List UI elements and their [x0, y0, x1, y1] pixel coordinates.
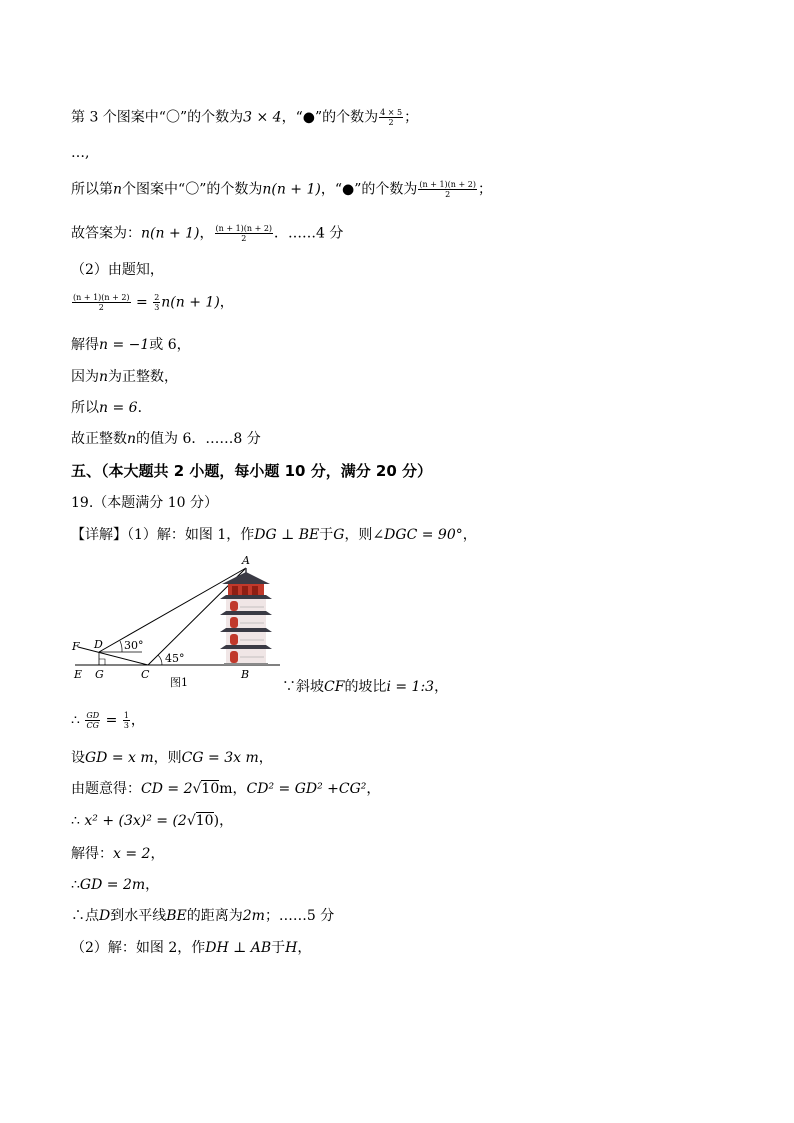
math: 2m [242, 908, 265, 924]
math: n(n + 1) [161, 294, 220, 311]
numerator: (n + 1)(n + 2) [73, 293, 130, 302]
text: 于 [319, 527, 334, 543]
label-a: A [242, 554, 250, 567]
text: ， [462, 527, 477, 543]
label-angle-45: 45° [165, 652, 185, 665]
text: 19.（本题满分 10 分） [71, 495, 218, 511]
math: CG = 3x m [181, 750, 259, 766]
text-line [71, 749, 273, 767]
sqrt-radicand: 10 [195, 813, 214, 829]
math: DG ⊥ BE [254, 527, 320, 543]
label-b: B [241, 668, 250, 681]
math: n [113, 181, 123, 198]
text: ．……4 分 [274, 225, 344, 242]
text: 所以第 [71, 181, 113, 198]
fraction [379, 108, 403, 127]
sqrt-radicand: 10 [201, 781, 220, 797]
text: ， [232, 781, 247, 797]
fraction [72, 293, 131, 312]
denominator: 2 [98, 303, 104, 312]
fraction [153, 293, 160, 312]
math: ∠DGC = 90° [372, 527, 463, 543]
numerator: GD [86, 711, 100, 720]
text-line [71, 368, 178, 386]
math: GD = x m [85, 750, 154, 766]
text: m [219, 781, 233, 797]
text: ∴ [71, 877, 80, 893]
text: 解得 [71, 337, 99, 353]
text: ． [137, 400, 152, 416]
text-line [71, 399, 152, 417]
label-e: E [74, 668, 83, 681]
math: x² + (3x)² = (2 [84, 813, 187, 829]
text: ) [213, 813, 220, 829]
text-line [71, 845, 164, 863]
math: n [127, 431, 137, 447]
text: ；……5 分 [264, 908, 335, 924]
text-line [71, 261, 164, 279]
numerator: 2 [154, 293, 160, 302]
text: ， [219, 294, 234, 311]
math: H [285, 940, 298, 956]
text: ， [366, 781, 381, 797]
angle-arc-30 [120, 641, 122, 652]
text: ， [130, 712, 145, 729]
numerator: 4 × 5 [380, 108, 403, 117]
text: ∵斜坡 [282, 679, 324, 695]
text: 由题意得： [71, 781, 141, 797]
text-line [71, 180, 492, 199]
text: = [131, 294, 153, 311]
denominator: 2 [388, 118, 394, 127]
text: 或 6， [149, 337, 191, 353]
denominator: 3 [154, 303, 160, 312]
math: n = 6 [99, 400, 138, 416]
text: ， [297, 940, 312, 956]
text-line [71, 224, 343, 243]
text-line [71, 907, 334, 925]
text: ∴点 [71, 908, 99, 924]
text: 设 [71, 750, 85, 766]
text: 为正整数， [108, 369, 179, 385]
math: D [99, 908, 111, 924]
text: 所以 [71, 400, 99, 416]
text-line [71, 939, 311, 957]
text: …, [71, 145, 90, 161]
question-heading [71, 494, 218, 512]
figure-1 [70, 550, 285, 690]
text: ∴ [71, 712, 85, 729]
math: GD = 2m [79, 877, 146, 893]
da-line [99, 568, 246, 652]
denominator: CG [86, 721, 100, 730]
text-line [71, 876, 159, 894]
text: 的值为 6．……8 分 [136, 431, 261, 447]
label-c: C [141, 668, 150, 681]
sqrt-sign: √ [192, 781, 202, 797]
label-d: D [94, 638, 103, 651]
math: n = −1 [99, 337, 150, 353]
text: ； [477, 181, 492, 198]
text: 到水平线 [110, 908, 167, 924]
text-line [71, 336, 191, 354]
text: 个图案中“〇”的个数为 [122, 181, 263, 198]
pagoda-icon [220, 568, 272, 665]
label-angle-30: 30° [124, 639, 144, 652]
text-line [71, 430, 261, 448]
denominator: 2 [445, 190, 451, 199]
text: 解得： [71, 846, 113, 862]
text: ∴ [71, 813, 85, 829]
text: 故正整数 [71, 431, 127, 447]
text: ， [150, 846, 165, 862]
text: 于 [271, 940, 286, 956]
denominator: 3 [123, 721, 129, 730]
text: ， [258, 750, 273, 766]
text: ，则 [153, 750, 182, 766]
text-line [71, 812, 233, 830]
math: G [333, 527, 345, 543]
figure-caption: 图1 [170, 676, 188, 689]
sqrt-sign: √ [186, 813, 196, 829]
denominator: 2 [241, 234, 247, 243]
text: 故答案为： [71, 225, 141, 242]
math: DH ⊥ AB [205, 940, 272, 956]
text: 的距离为 [186, 908, 243, 924]
text-line [71, 293, 234, 312]
text-line [282, 678, 448, 696]
math: BE [166, 908, 187, 924]
text: ， [219, 813, 234, 829]
math: CD = 2 [141, 781, 193, 797]
text: 因为 [71, 369, 99, 385]
angle-arc-45 [158, 655, 162, 665]
text: ， [145, 877, 160, 893]
text: ； [404, 109, 419, 126]
numerator: (n + 1)(n + 2) [215, 224, 273, 233]
math: CF [324, 679, 345, 695]
math: i = 1:3 [386, 679, 435, 695]
math: 3 × 4 [243, 109, 282, 126]
text: ， [199, 225, 214, 242]
math: CD² = GD² +CG² [246, 781, 367, 797]
text-line [71, 780, 380, 798]
text-line [71, 108, 418, 127]
text: 的坡比 [344, 679, 387, 695]
text: ，则 [344, 527, 373, 543]
right-angle-mark [99, 659, 105, 665]
section-heading: 五、（本大题共 2 小题，每小题 10 分，满分 20 分） [71, 462, 433, 480]
text-line [71, 144, 89, 162]
math: n [99, 369, 109, 385]
numerator: (n + 1)(n + 2) [419, 180, 476, 189]
text: （2）由题知， [71, 262, 164, 278]
math: n(n + 1) [141, 225, 200, 242]
math: n(n + 1) [262, 181, 321, 198]
text-line [71, 526, 477, 544]
fraction [215, 224, 274, 243]
text: ，“●”的个数为 [320, 181, 418, 198]
text-line [71, 711, 145, 730]
text: ，“●”的个数为 [281, 109, 379, 126]
fraction [418, 180, 477, 199]
text: 【详解】（1）解：如图 1，作 [71, 527, 255, 543]
text: ， [434, 679, 449, 695]
fraction [85, 711, 100, 730]
numerator: 1 [123, 711, 129, 720]
label-g: G [95, 668, 104, 681]
text: （2）解：如图 2，作 [71, 940, 206, 956]
math: x = 2 [113, 846, 151, 862]
text: = [101, 712, 122, 729]
label-f: F [72, 640, 80, 653]
text: 第 3 个图案中“〇”的个数为 [71, 109, 244, 126]
fraction [123, 711, 130, 730]
